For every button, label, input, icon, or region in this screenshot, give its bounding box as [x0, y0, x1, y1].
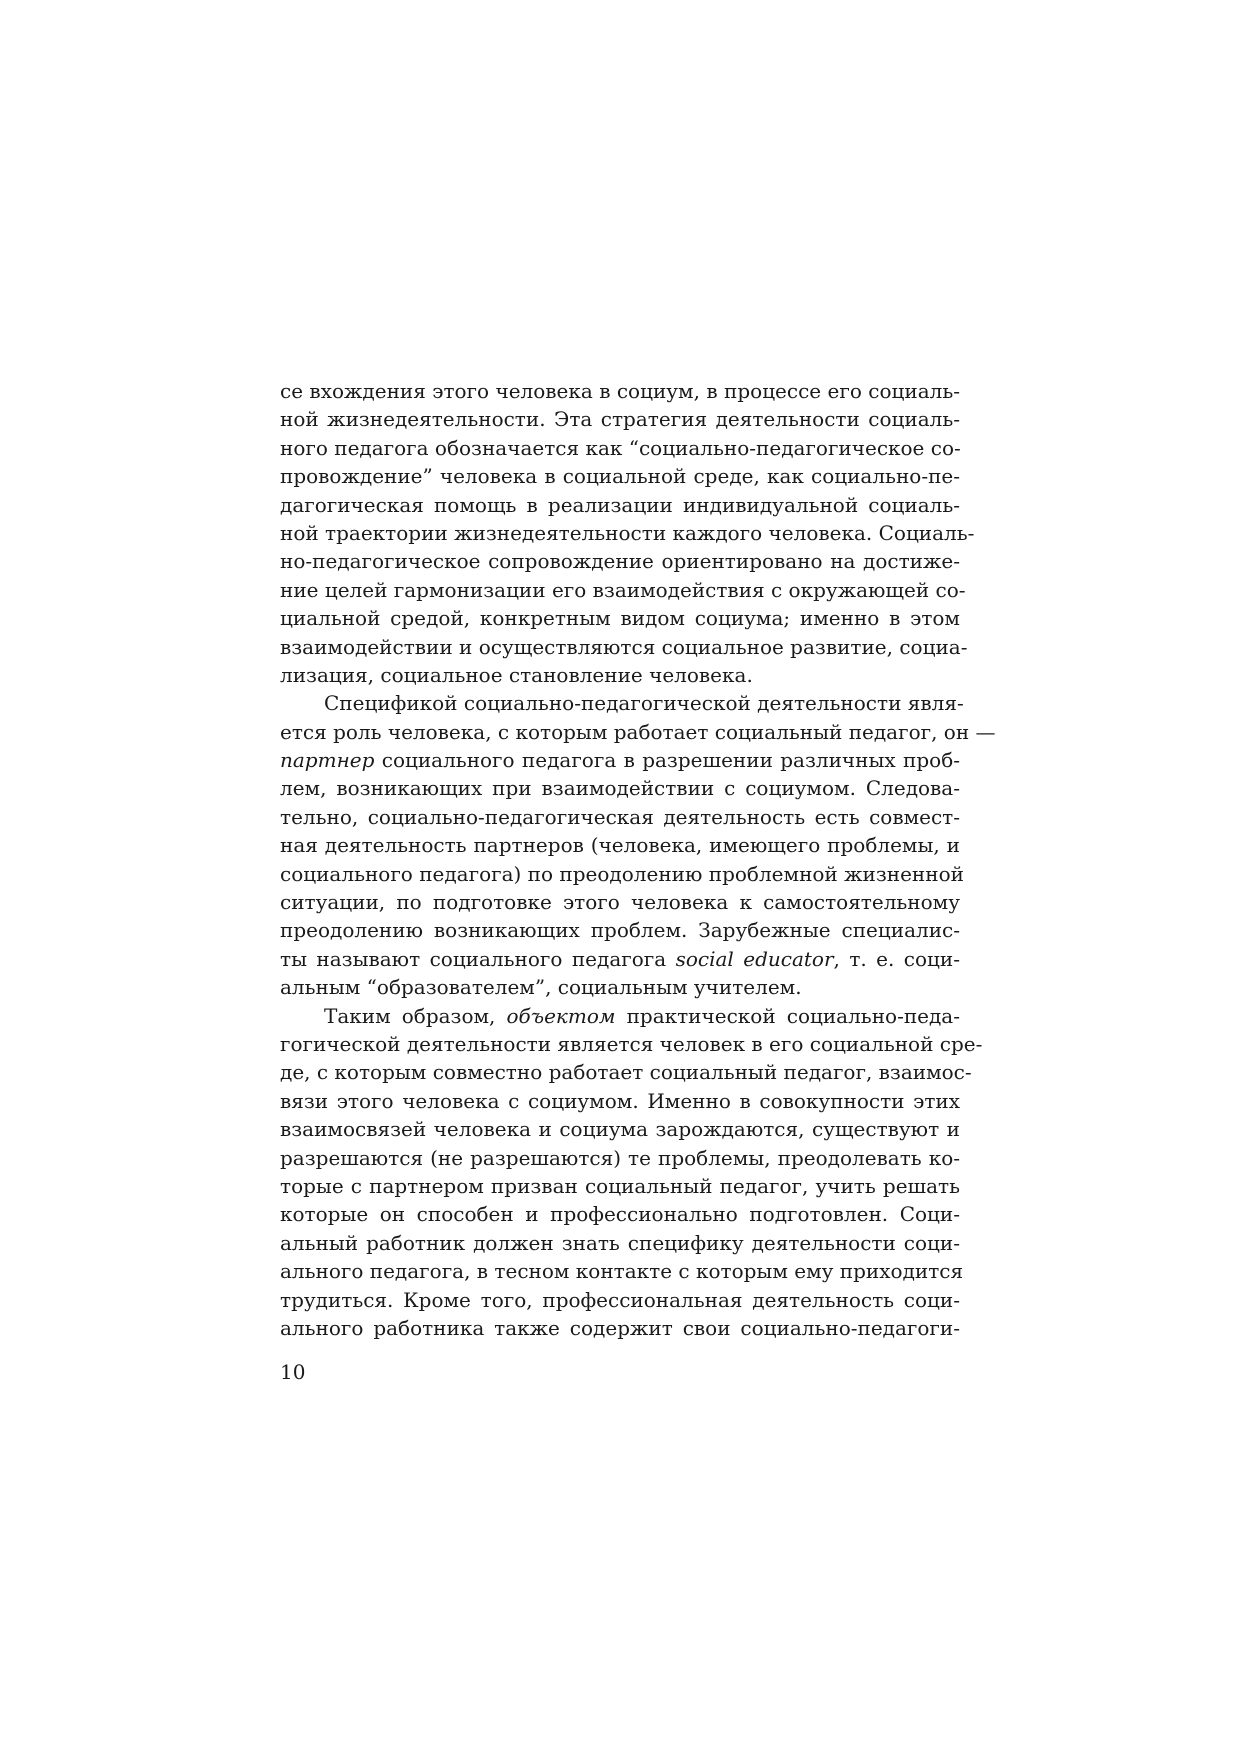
- text-segment: де, с которым совместно работает социальный педагог, взаимос-: [280, 1060, 972, 1085]
- text-segment: ние целей гармонизации его взаимодействия с окружающей со-: [280, 577, 966, 602]
- text-segment: тельно, социально-педагогическая деятельность есть совмест-: [280, 804, 960, 829]
- text-segment: Таким образом,: [324, 1003, 507, 1028]
- text-segment: социального педагога) по преодолению проблемной жизненной: [280, 861, 964, 886]
- text-line: [280, 1200, 960, 1228]
- text-segment: альным “образователем”, социальным учителем.: [280, 975, 802, 1000]
- text-segment: Спецификой социально-педагогической деятельности явля-: [324, 691, 964, 716]
- text-line: [280, 718, 996, 746]
- text-segment: вязи этого человека с социумом. Именно в совокупности этих: [280, 1088, 960, 1113]
- text-line: [280, 462, 960, 490]
- text-line: [280, 1087, 960, 1115]
- text-segment: лем, возникающих при взаимодействии с социумом. Следова-: [280, 776, 960, 801]
- text-line: [280, 831, 960, 859]
- text-segment: трудиться. Кроме того, профессиональная деятельность соци-: [280, 1287, 960, 1312]
- paragraph: [280, 377, 975, 689]
- text-line: [280, 774, 960, 802]
- text-line: [280, 491, 960, 519]
- body-text: [280, 377, 996, 1342]
- text-line: [280, 604, 960, 632]
- text-line: [280, 1030, 983, 1058]
- text-line: [280, 434, 960, 462]
- italic-term: social educator: [675, 946, 834, 971]
- text-segment: социального педагога в разрешении различных проб-: [374, 748, 960, 773]
- text-line: [280, 633, 968, 661]
- italic-term: объектом: [506, 1003, 616, 1028]
- text-segment: ного педагога обозначается как “социально-педагогическое со-: [280, 435, 961, 460]
- text-segment: провождение” человека в социальной среде, как социально-пе-: [280, 464, 960, 489]
- text-line: [280, 1286, 960, 1314]
- text-line: [280, 803, 960, 831]
- text-line: [280, 519, 975, 547]
- text-segment: ситуации, по подготовке этого человека к самостоятельному: [280, 890, 960, 915]
- text-segment: ального работника также содержит свои социально-педагоги-: [280, 1315, 960, 1340]
- text-line: [280, 1115, 960, 1143]
- text-segment: ется роль человека, с которым работает социальный педагог, он —: [280, 719, 996, 744]
- text-segment: циальной средой, конкретным видом социума; именно в этом: [280, 606, 960, 631]
- text-segment: се вхождения этого человека в социум, в процессе его социаль-: [280, 379, 960, 403]
- text-segment: но-педагогическое сопровождение ориентировано на достиже-: [280, 549, 960, 574]
- paragraph: [280, 689, 996, 1001]
- text-line: [280, 661, 960, 689]
- text-segment: практической социально-педа-: [615, 1003, 960, 1028]
- text-line: [280, 1257, 964, 1285]
- text-segment: ты называют социального педагога: [280, 946, 676, 971]
- text-line: [280, 1229, 960, 1257]
- text-line: [280, 576, 966, 604]
- text-line: [280, 916, 960, 944]
- text-segment: дагогическая помощь в реализации индивидуальной социаль-: [280, 492, 960, 517]
- text-segment: ная деятельность партнеров (человека, имеющего проблемы, и: [280, 833, 960, 858]
- text-segment: альный работник должен знать специфику деятельности соци-: [280, 1230, 960, 1255]
- text-segment: ной траектории жизнедеятельности каждого человека. Социаль-: [280, 520, 975, 545]
- text-segment: взаимодействии и осуществляются социальное развитие, социа-: [280, 634, 968, 659]
- text-segment: взаимосвязей человека и социума зарождаются, существуют и: [280, 1117, 960, 1142]
- page-number: 10: [280, 1360, 306, 1384]
- text-segment: гогической деятельности является человек в его социальной сре-: [280, 1031, 983, 1056]
- text-line: [280, 1058, 972, 1086]
- text-line: [280, 377, 960, 405]
- text-line: [280, 746, 960, 774]
- text-line: [280, 405, 960, 433]
- text-segment: разрешаются (не разрешаются) те проблемы, преодолевать ко-: [280, 1145, 960, 1170]
- text-line: [280, 973, 960, 1001]
- text-line: [280, 860, 964, 888]
- text-segment: торые с партнером призван социальный педагог, учить решать: [280, 1173, 960, 1198]
- text-line: [280, 1002, 960, 1030]
- italic-term: партнер: [280, 748, 375, 773]
- text-line: [280, 1172, 960, 1200]
- paragraph: [280, 1002, 983, 1343]
- text-segment: ального педагога, в тесном контакте с которым ему приходится: [280, 1259, 964, 1284]
- text-segment: ной жизнедеятельности. Эта стратегия деятельности социаль-: [280, 407, 960, 432]
- text-line: [280, 689, 964, 717]
- text-segment: преодолению возникающих проблем. Зарубежные специалис-: [280, 918, 960, 943]
- text-line: [280, 1314, 960, 1342]
- text-segment: , т. е. соци-: [833, 946, 960, 971]
- text-segment: лизация, социальное становление человека.: [280, 662, 753, 687]
- text-line: [280, 547, 960, 575]
- text-line: [280, 888, 960, 916]
- text-line: [280, 1144, 960, 1172]
- text-line: [280, 945, 960, 973]
- text-segment: которые он способен и профессионально подготовлен. Соци-: [280, 1202, 960, 1227]
